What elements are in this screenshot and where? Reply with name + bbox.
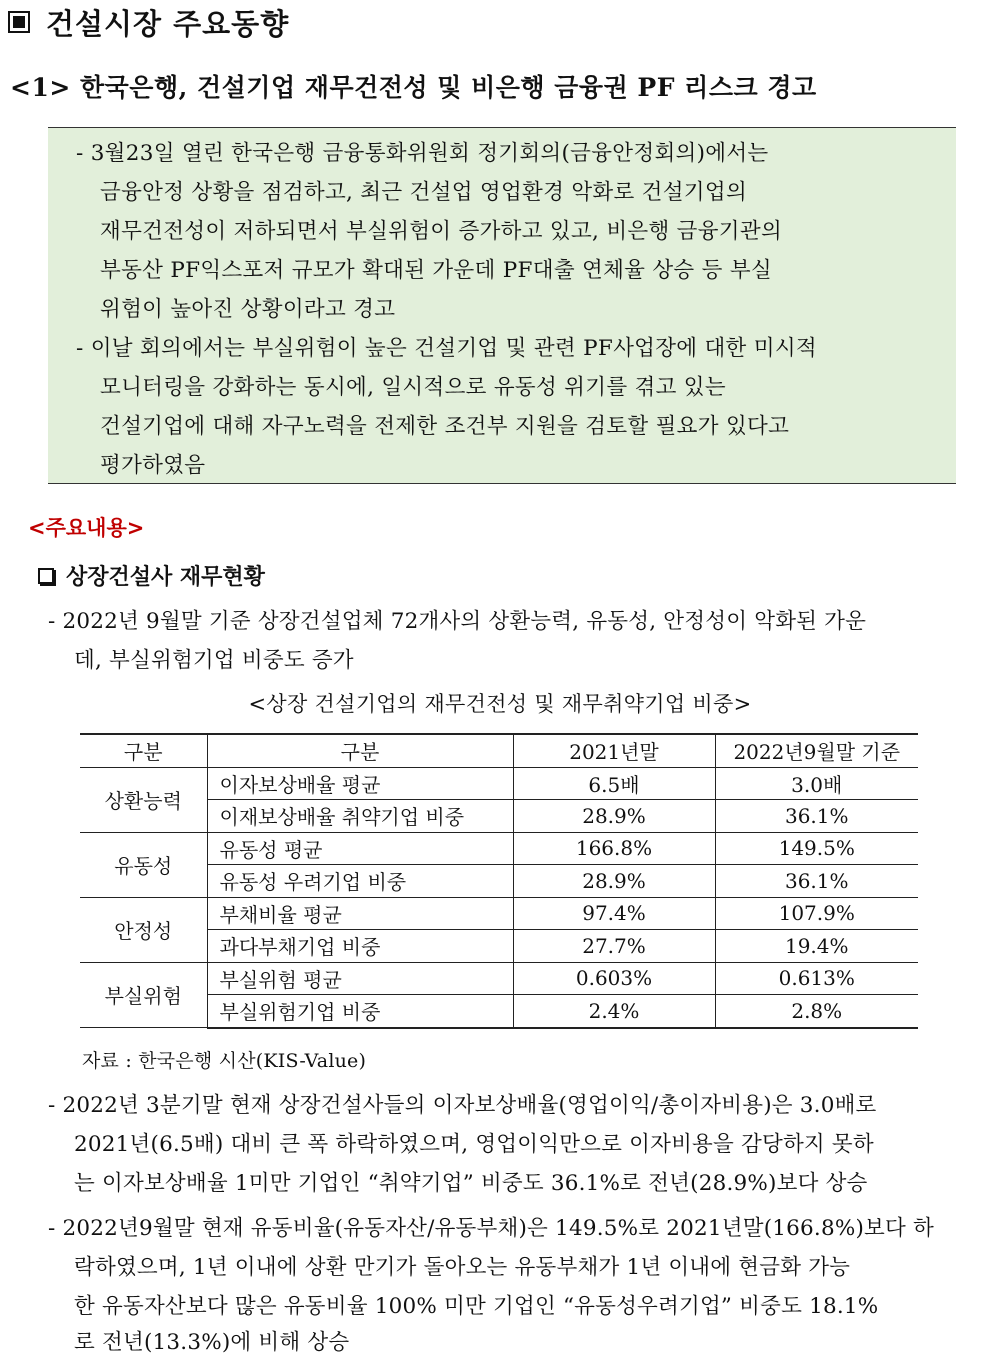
table-row (80, 767, 918, 800)
table-value-cell: 28.9% (513, 865, 715, 898)
table-value-cell: 149.5% (715, 832, 918, 865)
page-title-text: 건설시장 주요동향 (46, 6, 290, 41)
summary-line: - 이날 회의에서는 부실위험이 높은 건설기업 및 관련 PF사업장에 대한 미시적 (76, 336, 817, 361)
table-value-cell: 0.613% (715, 962, 918, 995)
table-value-cell: 2.4% (513, 995, 715, 1028)
table-value-cell: 0.603% (513, 962, 715, 995)
checkbox-square-icon (38, 568, 54, 584)
summary-line: 건설기업에 대해 자구노력을 전제한 조건부 지원을 검토할 필요가 있다고 (100, 414, 790, 439)
table-category-cell: 안정성 (80, 897, 207, 962)
table-value-cell: 36.1% (715, 865, 918, 898)
summary-line: 금융안정 상황을 점검하고, 최근 건설업 영업환경 악화로 건설기업의 (100, 180, 748, 205)
table-header-cell: 2022년9월말 기준 (715, 734, 918, 767)
table-value-cell: 2.8% (715, 995, 918, 1028)
summary-line: 위험이 높아진 상황이라고 경고 (100, 297, 396, 322)
summary-line: 평가하였음 (100, 453, 206, 478)
intro-line: 데, 부실위험기업 비중도 증가 (74, 648, 354, 673)
financial-table (80, 733, 918, 1029)
table-item-cell: 과다부채기업 비중 (207, 930, 513, 963)
table-value-cell: 28.9% (513, 800, 715, 833)
table-value-cell: 107.9% (715, 897, 918, 930)
table-row (80, 832, 918, 865)
article-title: <1> 한국은행, 건설기업 재무건전성 및 비은행 금융권 PF 리스크 경고 (10, 73, 817, 102)
paragraph-line: 락하였으며, 1년 이내에 상환 만기가 돌아오는 유동부채가 1년 이내에 현금화 가능 (74, 1255, 851, 1280)
summary-line: 부동산 PF익스포저 규모가 확대된 가운데 PF대출 연체율 상승 등 부실 (100, 258, 772, 283)
main-content-label: <주요내용> (28, 516, 145, 540)
table-value-cell: 166.8% (513, 832, 715, 865)
section-title-text: 상장건설사 재무현황 (66, 565, 265, 590)
table-value-cell: 36.1% (715, 800, 918, 833)
intro-line: - 2022년 9월말 기준 상장건설업체 72개사의 상환능력, 유동성, 안정성이 악화된 가운 (48, 609, 867, 634)
table-row (80, 962, 918, 995)
table-row (80, 897, 918, 930)
table-value-cell: 27.7% (513, 930, 715, 963)
table-value-cell: 3.0배 (715, 767, 918, 800)
paragraph-line: - 2022년 3분기말 현재 상장건설사들의 이자보상배율(영업이익/총이자비용)은 3.0배로 (48, 1093, 877, 1118)
table-item-cell: 부실위험 평균 (207, 962, 513, 995)
section-title (38, 560, 265, 591)
paragraph-line: - 2022년9월말 현재 유동비율(유동자산/유동부채)은 149.5%로 2021년말(166.8%)보다 하 (48, 1216, 934, 1241)
table-source: 자료 : 한국은행 시산(KIS-Value) (82, 1050, 367, 1072)
table-category-cell: 유동성 (80, 832, 207, 897)
table-header-cell: 2021년말 (513, 734, 715, 767)
summary-box (48, 127, 956, 484)
page-title (8, 0, 289, 44)
filled-square-icon (8, 11, 30, 33)
table-value-cell: 19.4% (715, 930, 918, 963)
table-value-cell: 97.4% (513, 897, 715, 930)
table-item-cell: 유동성 평균 (207, 832, 513, 865)
paragraph-line: 한 유동자산보다 많은 유동비율 100% 미만 기업인 “유동성우려기업” 비중도 18.1% (74, 1294, 879, 1319)
table-item-cell: 부실위험기업 비중 (207, 995, 513, 1028)
paragraph-line: 로 전년(13.3%)에 비해 상승 (74, 1330, 350, 1355)
table-header-row (80, 734, 918, 767)
table-caption: <상장 건설기업의 재무건전성 및 재무취약기업 비중> (248, 692, 752, 716)
summary-line: 모니터링을 강화하는 동시에, 일시적으로 유동성 위기를 겪고 있는 (100, 375, 726, 400)
paragraph-line: 2021년(6.5배) 대비 큰 폭 하락하였으며, 영업이익만으로 이자비용을 감당하지 못하 (74, 1132, 874, 1157)
table-item-cell: 부채비율 평균 (207, 897, 513, 930)
summary-line: 재무건전성이 저하되면서 부실위험이 증가하고 있고, 비은행 금융기관의 (100, 219, 783, 244)
table-header-cell: 구분 (80, 734, 207, 767)
table-item-cell: 이재보상배율 취약기업 비중 (207, 800, 513, 833)
table-category-cell: 부실위험 (80, 962, 207, 1028)
table-value-cell: 6.5배 (513, 767, 715, 800)
paragraph-line: 는 이자보상배율 1미만 기업인 “취약기업” 비중도 36.1%로 전년(28.9%)보다 상승 (74, 1171, 868, 1196)
table-item-cell: 이자보상배율 평균 (207, 767, 513, 800)
table-item-cell: 유동성 우려기업 비중 (207, 865, 513, 898)
summary-line: - 3월23일 열린 한국은행 금융통화위원회 정기회의(금융안정회의)에서는 (76, 141, 769, 166)
table-category-cell: 상환능력 (80, 767, 207, 832)
table-header-cell: 구분 (207, 734, 513, 767)
